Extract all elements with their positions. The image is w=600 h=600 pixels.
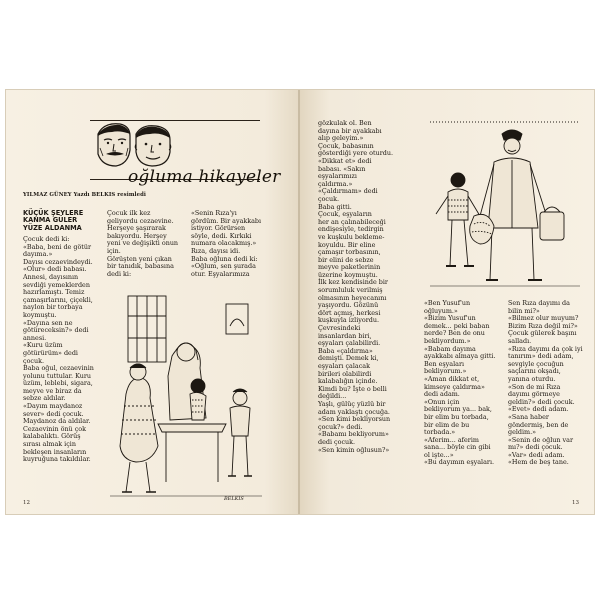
text-line: kalabalığın içinde.: [318, 377, 378, 386]
text-line: numara olacakmış.»: [191, 239, 257, 248]
left-page: [6, 90, 300, 514]
page-number-right: 13: [572, 500, 579, 506]
text-line: Sen Rıza dayımı da: [508, 299, 570, 307]
text-line: hazırlamıştı. Temiz: [23, 288, 85, 297]
left-column-3: [191, 210, 261, 278]
text-line: yolunu tuttular. Kuru: [23, 371, 92, 380]
text-line: dayına bir ayakkabı: [318, 126, 382, 135]
text-line: değildi...: [318, 392, 347, 401]
text-line: koymuştu.: [23, 310, 57, 319]
text-line: ve kuşkulu bekleme-: [318, 232, 385, 241]
father-son-illustration: [430, 120, 580, 290]
text-line: dedi çocuk.: [318, 437, 356, 446]
text-line: «Senin de oğlun var: [508, 435, 574, 444]
text-line: «Var» dedi adam.: [508, 450, 565, 459]
two-faces-header-illustration: [90, 120, 190, 170]
text-line: «Senin Rıza'yı: [191, 209, 237, 217]
right-column-2: [424, 300, 495, 467]
text-line: insanlardan biri,: [318, 331, 372, 340]
text-line: «Sana haber: [508, 412, 549, 421]
text-line: bekliyordum.»: [424, 336, 471, 345]
right-page: [300, 90, 594, 514]
text-line: çocuk.: [318, 194, 340, 203]
text-line: saçlarını okşadı,: [508, 367, 561, 376]
text-line: geldin?» dedi çocuk.: [508, 397, 575, 406]
magazine-spread: [6, 90, 594, 514]
text-line: tanırım» dedi adam,: [508, 352, 574, 361]
text-line: ol işte...»: [424, 450, 454, 459]
text-line: gözkulak ol. Ben: [318, 119, 372, 127]
text-line: «Hem de beş tane.: [508, 458, 569, 467]
byline: YILMAZ GÜNEY Yazdı BELKIS resimledi: [23, 192, 147, 198]
text-line: demek... peki baban: [424, 321, 490, 330]
text-line: gördüm. Bir ayakkabı: [191, 216, 262, 225]
text-line: üzüm, leblebi, sigara,: [23, 379, 93, 388]
text-line: «Baba, beni de götür: [23, 242, 92, 251]
text-line: Cezaevinin önü çok: [23, 424, 87, 433]
text-line: oğluyum.»: [424, 306, 458, 315]
text-line: «Babamı bekliyorum»: [318, 430, 389, 439]
text-line: «Aferim... aferim: [424, 435, 479, 444]
text-line: sana... böyle cin gibi: [424, 443, 491, 452]
text-line: Çocuk ilk kez: [107, 209, 151, 217]
text-line: istiyor. Görürsen: [191, 224, 246, 233]
text-line: Görüşten yeni çıkan: [107, 254, 172, 263]
text-line: yanına oturdu.: [508, 374, 556, 383]
text-line: «Aman dikkat et,: [424, 374, 480, 383]
right-column-1: [318, 120, 393, 454]
story-heading-line: YÜZE ALDANMA: [23, 223, 82, 232]
text-line: gösterdiği yere oturdu.: [318, 149, 394, 158]
text-line: olmasının heyecanını: [318, 293, 387, 302]
text-line: üzerine koymuştu.: [318, 270, 378, 279]
text-line: «Bilmez olur muyum?: [508, 314, 579, 323]
story-heading: [23, 210, 83, 232]
text-line: göndermiş, ben de: [508, 420, 569, 429]
series-title: oğluma hikayeler: [128, 167, 281, 187]
text-line: Çevresindeki: [318, 324, 361, 333]
text-line: dayıma.»: [23, 250, 53, 259]
text-line: çaldırma.»: [318, 179, 353, 188]
text-line: otur. Eşyalarımıza: [191, 269, 250, 278]
text-line: kuşkuyla izliyordu.: [318, 316, 380, 325]
text-line: Maydanoz da aldılar.: [23, 417, 91, 426]
text-line: çamaşır torbasının,: [318, 248, 381, 257]
text-line: dayımı görmeye: [508, 390, 560, 399]
text-line: eşyaları çalacak: [318, 362, 370, 370]
text-line: Herşeye şaşırarak: [107, 224, 166, 233]
text-line: Baba gitti.: [318, 202, 352, 211]
text-line: götüreceksin?» dedi: [23, 326, 89, 335]
illustrator-signature: BELKIS: [224, 496, 244, 502]
text-line: nerde? Ben de onu: [424, 329, 485, 338]
text-line: sevgiyle çocuğun: [508, 359, 564, 368]
text-line: götürürüm» dedi: [23, 348, 78, 357]
text-line: «Olur» dedi babası.: [23, 265, 87, 274]
text-line: Baba oğul, cezaevinin: [23, 364, 94, 373]
text-line: Ben eşyaları: [424, 359, 465, 368]
text-line: salladı.: [508, 336, 532, 345]
text-line: bir elim de bu: [424, 420, 470, 429]
text-line: bekleşen insanların: [23, 447, 87, 456]
text-line: «Son de mi Rıza: [508, 382, 561, 391]
text-line: alıp geleyim.»: [318, 134, 364, 143]
right-column-3: [508, 300, 583, 467]
text-line: kuyruğuna takıldılar.: [23, 455, 91, 464]
text-line: sevdiği yemeklerden: [23, 280, 90, 289]
text-line: bakıyordu. Herşey: [107, 231, 167, 240]
text-line: dedi ki:: [107, 269, 132, 278]
text-line: için.: [107, 246, 121, 255]
text-line: demişti. Demek ki,: [318, 354, 379, 363]
text-line: «Evet» dedi adam.: [508, 405, 569, 414]
text-line: dedi adam.: [424, 390, 460, 399]
text-line: İlk kez kendisinde bir: [318, 278, 388, 287]
text-line: «Dayına sen ne: [23, 318, 73, 327]
text-line: bekliyorum.»: [424, 367, 467, 376]
text-line: meyve ve biraz da: [23, 386, 82, 395]
text-line: eşyalarımızı: [318, 172, 357, 181]
text-line: Çocuk, eşyaların: [318, 210, 372, 219]
text-line: Bizim Rıza değil mi?»: [508, 321, 578, 330]
text-line: eşyaları çalabilirdi.: [318, 339, 381, 348]
text-line: naylon bir torbaya: [23, 303, 83, 312]
text-line: bekliyorum ya... bak,: [424, 405, 492, 414]
text-line: torbada.»: [424, 428, 456, 437]
text-line: «Onun için: [424, 397, 460, 406]
text-line: geldim.»: [508, 428, 537, 437]
text-line: adam yaklaştı çocuğa.: [318, 407, 390, 416]
text-line: koyuldu. Bir eline: [318, 240, 376, 249]
text-line: Baba «çaldırma»: [318, 346, 373, 355]
text-line: sever» dedi çocuk.: [23, 409, 84, 418]
text-line: «Ben Yusuf'un: [424, 299, 471, 307]
left-column-2: [107, 210, 178, 278]
text-line: bilin mi?»: [508, 306, 540, 315]
text-line: bir elim bu torbada,: [424, 412, 489, 421]
text-line: yaşıyordu. Gözünü: [318, 301, 379, 310]
story-heading-line: KANMA GÜLER: [23, 216, 78, 225]
text-line: bir tanıdık, babasına: [107, 262, 174, 271]
story-heading-line: KÜÇÜK ŞEYLERE: [23, 209, 84, 217]
text-line: annesi.: [23, 333, 47, 342]
text-line: endişesiyle, tedirgin: [318, 225, 384, 234]
text-line: «Çaldırmam» dedi: [318, 187, 378, 196]
left-column-1: [23, 236, 94, 464]
text-line: Çocuk gülerek başını: [508, 329, 577, 338]
text-line: her an çalınabileceği: [318, 217, 386, 226]
text-line: Baba oğluna dedi ki:: [191, 254, 258, 263]
page-number-left: 12: [23, 500, 30, 506]
text-line: «Dayım maydanoz: [23, 402, 83, 411]
text-line: sırası almak için: [23, 440, 76, 449]
text-line: kimseye çaldırma»: [424, 382, 485, 391]
text-line: kalabalıktı. Görüş: [23, 432, 81, 441]
text-line: sorumluluk verilmiş: [318, 286, 383, 295]
text-line: «Bu dayımın eşyaları.: [424, 458, 495, 467]
cell-visit-illustration: [106, 286, 266, 504]
text-line: Çocuk, babasının: [318, 141, 374, 150]
text-line: Annesi, dayısının: [23, 272, 79, 281]
text-line: Rıza, dayısı idi.: [191, 246, 241, 255]
text-line: birileri olabilirdi: [318, 369, 372, 378]
text-line: sebze aldılar.: [23, 394, 66, 403]
text-line: geliyordu cezaevine.: [107, 216, 174, 225]
text-line: «Oğlum, sen şurada: [191, 262, 256, 271]
text-line: çamaşırlarını, çiçekli,: [23, 295, 93, 304]
text-line: «Sen kimin oğlusun?»: [318, 445, 390, 454]
text-line: Çocuk dedi ki:: [23, 235, 70, 243]
text-line: «Rıza dayımı da çok iyi: [508, 344, 583, 353]
text-line: Dayısı cezaevindeydi.: [23, 257, 93, 266]
text-line: yeni ve değişikti onun: [107, 239, 179, 248]
text-line: «Sen kimi bekliyorsun: [318, 415, 391, 424]
text-line: söyle, dedi. Kırkıki: [191, 231, 252, 240]
text-line: Kimdi bu? İşte o belli: [318, 384, 387, 393]
text-line: «Bizim Yusuf'un: [424, 314, 476, 323]
text-line: meyve paketlerinin: [318, 263, 381, 272]
text-line: «Babam dayıma: [424, 344, 476, 353]
text-line: mı?» dedi çocuk.: [508, 443, 563, 452]
text-line: Yaşlı, gülüç yüzlü bir: [318, 399, 386, 408]
text-line: «Kuru üzüm: [23, 341, 63, 350]
text-line: ayakkabı almaya gitti.: [424, 352, 496, 361]
text-line: dört açmış, herkesi: [318, 308, 381, 317]
text-line: «Dikkat et» dedi: [318, 156, 372, 165]
text-line: bir elini de sebze: [318, 255, 374, 264]
text-line: çocuk?» dedi.: [318, 422, 363, 431]
text-line: babası. «Sakın: [318, 164, 366, 173]
text-line: çocuk.: [23, 356, 45, 365]
